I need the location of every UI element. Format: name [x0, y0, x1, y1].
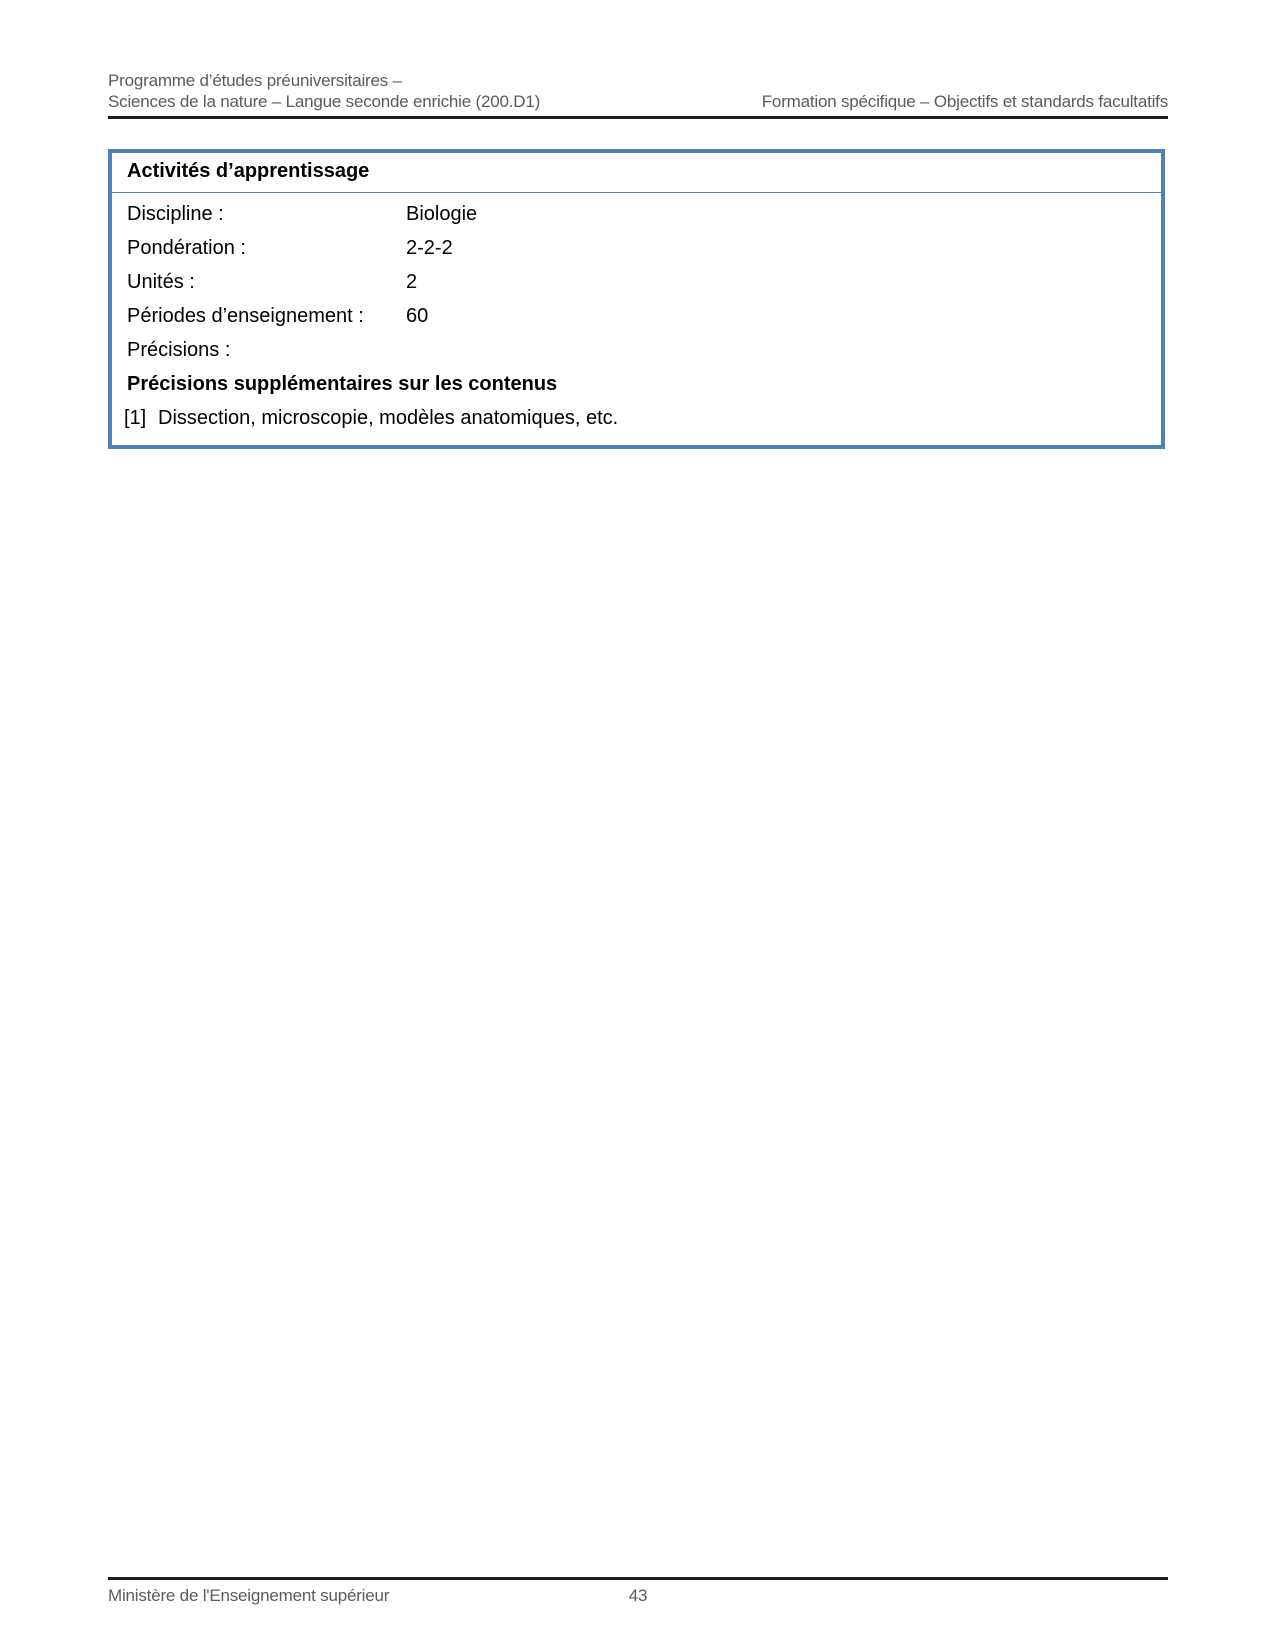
field-value: 2 [406, 271, 418, 293]
field-row-discipline [127, 197, 1146, 231]
field-row-precisions [127, 333, 1146, 367]
page-footer [108, 1577, 1168, 1606]
contents-subheading: Précisions supplémentaires sur les contenus [127, 373, 558, 395]
header-program-subtitle: Sciences de la nature – Langue seconde enrichie (200.D1) [108, 92, 541, 111]
field-value: Biologie [406, 203, 478, 225]
header-second-line [108, 91, 1168, 112]
page-header [108, 70, 1168, 119]
footnote-marker: [1] [124, 407, 147, 429]
field-value: 60 [406, 305, 429, 327]
footnote-item [124, 401, 1146, 435]
activities-box-title: Activités d’apprentissage [112, 153, 1161, 193]
field-label: Périodes d’enseignement : [127, 305, 364, 327]
field-row-periodes [127, 299, 1146, 333]
field-row-unites [127, 265, 1146, 299]
field-label: Unités : [127, 271, 195, 293]
page-number: 43 [628, 1586, 648, 1605]
field-label: Précisions : [127, 339, 231, 361]
activities-box-body [112, 193, 1161, 445]
footnote-text: Dissection, microscopie, modèles anatomiques, etc. [158, 407, 619, 429]
field-value: 2-2-2 [406, 237, 453, 259]
footer-ministry: Ministère de l'Enseignement supérieur [108, 1586, 390, 1605]
header-program-line: Programme d’études préuniversitaires – [108, 71, 402, 90]
header-section-title: Formation spécifique – Objectifs et standards facultatifs [761, 92, 1168, 111]
field-label: Pondération : [127, 237, 246, 259]
field-row-ponderation [127, 231, 1146, 265]
field-label: Discipline : [127, 203, 224, 225]
activities-box [108, 149, 1165, 449]
